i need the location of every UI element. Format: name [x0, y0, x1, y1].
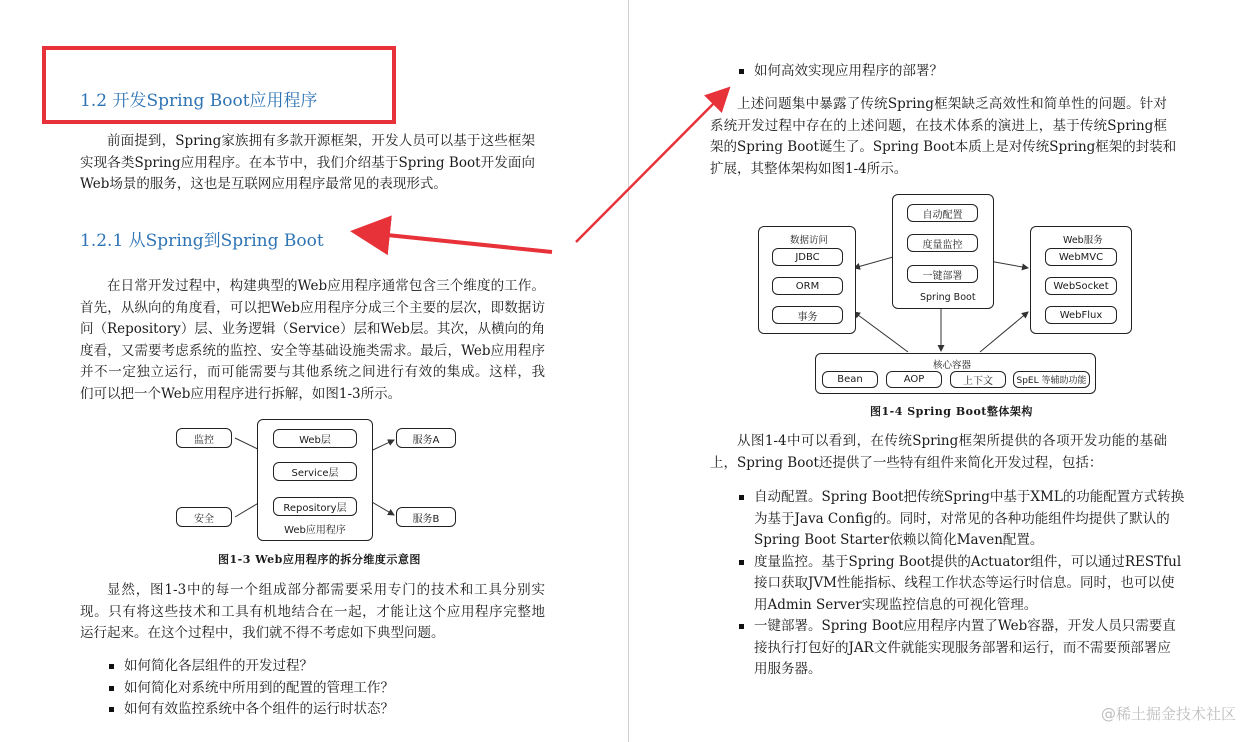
list-item: 如何有效监控系统中各个组件的运行时状态？ [109, 699, 394, 721]
figure-1-4-caption: 图1-4 Spring Boot整体架构 [870, 405, 1033, 418]
service-b-box: 服务B [396, 507, 456, 527]
context-box: 上下文 [950, 371, 1006, 388]
web-service-title: Web服务 [1063, 235, 1103, 246]
text-line: 自动配置。Spring Boot把传统Spring中基于XML的功能配置方式转换 [754, 489, 1185, 505]
aop-box: AOP [886, 371, 942, 388]
monitor-box: 监控 [176, 428, 232, 448]
webmvc-box: WebMVC [1045, 248, 1117, 266]
text-line: 上，Spring Boot还提供了一些特有组件来简化开发过程，包括： [710, 454, 1103, 471]
text-line: Web场景的服务，这也是互联网应用程序最常见的表现形式。 [80, 176, 447, 192]
bean-box: Bean [822, 371, 878, 388]
text-line: 并不一定独立运行，而可能需要与其他系统之间进行有效的集成。这样，我 [80, 364, 545, 380]
text-line: 问（Repository）层、业务逻辑（Service）层和Web层。其次，从横向的角 [80, 321, 545, 337]
data-access-title: 数据访问 [790, 235, 829, 246]
red-arrow-left [358, 232, 552, 252]
red-arrow-right [576, 90, 727, 242]
text-line: 用Admin Server实现监控信息的可视化管理。 [754, 596, 1038, 613]
text-line: 接口获取JVM性能指标、线程工作状态等运行时信息。同时，也可以使 [754, 575, 1175, 591]
web-application-label: Web应用程序 [284, 525, 346, 536]
text-line: 在日常开发过程中，构建典型的Web应用程序通常包含三个维度的工作。 [107, 278, 545, 294]
orm-box: ORM [772, 277, 843, 295]
list-item: 如何简化各层组件的开发过程？ [109, 656, 394, 678]
metrics-box: 度量监控 [907, 234, 978, 252]
text-line: 首先，从纵向的角度看，可以把Web应用程序分成三个主要的层次，即数据访 [80, 299, 545, 316]
service-layer-box: Service层 [273, 462, 357, 481]
list-item: 如何高效实现应用程序的部署？ [739, 61, 943, 83]
list-item: 如何简化对系统中所用到的配置的管理工作？ [109, 678, 394, 700]
webflux-box: WebFlux [1045, 306, 1117, 324]
auto-config-box: 自动配置 [907, 204, 978, 222]
jdbc-box: JDBC [772, 248, 843, 266]
repository-layer-box: Repository层 [273, 497, 357, 516]
text-line: 扩展，其整体架构如图1-4所示。 [710, 160, 908, 177]
text-line: 前面提到，Spring家族拥有多款开源框架，开发人员可以基于这些框架 [107, 133, 535, 149]
text-line: 现。只有将这些技术和工具有机地结合在一起，才能让这个应用程序完整地 [80, 603, 545, 620]
text-line: 度量监控。基于Spring Boot提供的Actuator组件，可以通过RESTful [754, 553, 1182, 570]
text-line: 运行起来。在这个过程中，我们就不得不考虑如下典型问题。 [80, 625, 445, 641]
one-click-deploy-box: 一键部署 [907, 265, 978, 283]
text-line: 接执行打包好的JAR文件就能实现服务部署和运行，而不需要预部署应 [754, 639, 1171, 656]
websocket-box: WebSocket [1045, 277, 1117, 295]
transaction-box: 事务 [772, 306, 843, 324]
web-layer-box: Web层 [273, 429, 357, 448]
text-line: 架的Spring Boot诞生了。Spring Boot本质上是对传统Spring框架的封装和 [710, 139, 1177, 155]
spel-box: SpEL 等辅助功能 [1013, 371, 1090, 388]
text-line: 们可以把一个Web应用程序进行拆解，如图1-3所示。 [80, 385, 402, 402]
text-line: 实现各类Spring应用程序。在本节中，我们介绍基于Spring Boot开发面向 [80, 154, 535, 171]
core-container-title: 核心容器 [933, 360, 972, 371]
spring-boot-title: Spring Boot [920, 292, 976, 303]
text-line: 一键部署。Spring Boot应用程序内置了Web容器，开发人员只需要直 [754, 618, 1176, 634]
watermark: @稀土掘金技术社区 [1100, 705, 1236, 723]
text-line: Spring Boot Starter依赖以简化Maven配置。 [754, 532, 1044, 548]
service-a-box: 服务A [396, 428, 456, 448]
text-line: 为基于Java Config的。同时，对常见的各种功能组件均提供了默认的 [754, 510, 1170, 527]
text-line: 系统开发过程中存在的上述问题，在技术体系的演进上，基于传统Spring框 [710, 117, 1167, 134]
security-box: 安全 [176, 507, 232, 527]
subsection-heading: 1.2.1 从Spring到Spring Boot [80, 231, 324, 251]
text-line: 上述问题集中暴露了传统Spring框架缺乏高效性和简单性的问题。针对 [737, 96, 1167, 112]
text-line: 度看，又需要考虑系统的监控、安全等基础设施类需求。最后，Web应用程序 [80, 342, 545, 359]
text-line: 从图1-4中可以看到，在传统Spring框架所提供的各项开发功能的基础 [737, 433, 1167, 449]
text-line: 用服务器。 [754, 661, 822, 677]
section-heading: 1.2 开发Spring Boot应用程序 [80, 91, 318, 111]
text-line: 显然，图1-3中的每一个组成部分都需要采用专门的技术和工具分别实 [107, 582, 545, 598]
figure-1-3-caption: 图1-3 Web应用程序的拆分维度示意图 [218, 553, 421, 566]
